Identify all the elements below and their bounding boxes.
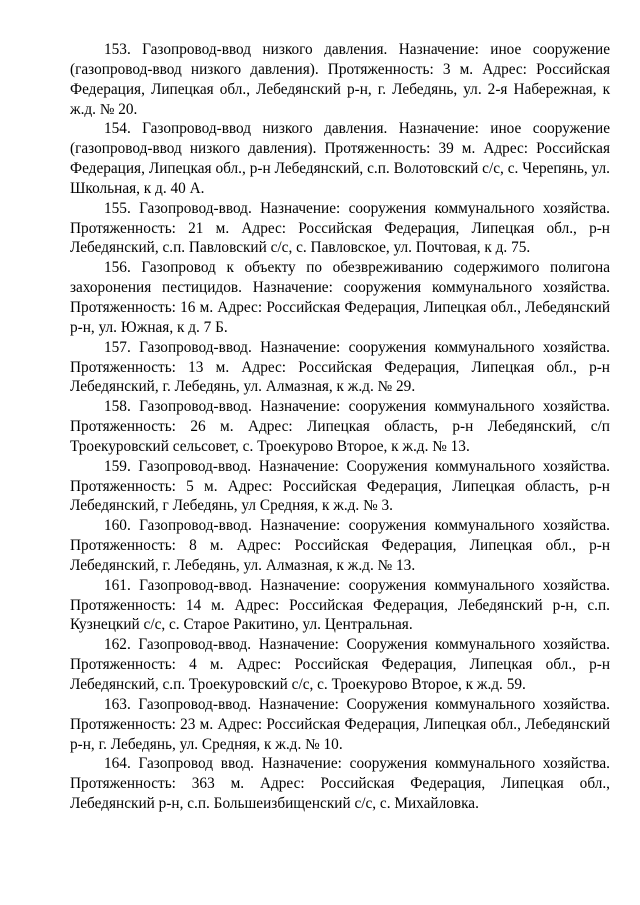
list-item-163: 163. Газопровод-ввод. Назначение: Сооружения коммунального хозяйства. Протяженность: 23 м. Адрес: Российская Федерация, Липецкая обл., Лебедянский р-н, г. Лебедянь, ул. Средняя, к ж.д. № 10. [70,695,610,753]
list-item-156: 156. Газопровод к объекту по обезвреживанию содержимого полигона захоронения пестицидов. Назначение: сооружения коммунального хозяйства. Протяженность: 16 м. Адрес: Российская Федерация, Липецкая обл., Лебедянский р-н, ул. Южная, к д. 7 Б. [70,259,610,336]
list-item-154: 154. Газопровод-ввод низкого давления. Назначение: иное сооружение (газопровод-ввод низкого давления). Протяженность: 39 м. Адрес: Российская Федерация, Липецкая обл., р-н Лебедянский, с.п. Волотовский с/с, с. Черепянь, ул. Школьная, к д. 40 А. [70,120,610,197]
list-item-162: 162. Газопровод-ввод. Назначение: Сооружения коммунального хозяйства. Протяженность: 4 м. Адрес: Российская Федерация, Липецкая обл., р-н Лебедянский, с.п. Троекуровский с/с, с. Троекурово Второе, к ж.д. 59. [70,636,610,693]
list-item-158: 158. Газопровод-ввод. Назначение: сооружения коммунального хозяйства. Протяженность: 26 м. Адрес: Липецкая область, р-н Лебедянский, с/п Троекуровский сельсовет, с. Троекурово Второе, к ж.д. № 13. [70,398,610,455]
list-item-160: 160. Газопровод-ввод. Назначение: сооружения коммунального хозяйства. Протяженность: 8 м. Адрес: Российская Федерация, Липецкая обл., р-н Лебедянский, г. Лебедянь, ул. Алмазная, к ж.д. № 13. [70,517,610,574]
document-page [70,40,610,814]
list-item-153: 153. Газопровод-ввод низкого давления. Назначение: иное сооружение (газопровод-ввод низкого давления). Протяженность: 3 м. Адрес: Российская Федерация, Липецкая обл., Лебедянский р-н, г. Лебедянь, ул. 2-я Набережная, к ж.д. № 20. [70,41,610,118]
list-item-161: 161. Газопровод-ввод. Назначение: сооружения коммунального хозяйства. Протяженность: 14 м. Адрес: Российская Федерация, Лебедянский р-н, с.п. Кузнецкий с/с, с. Старое Ракитино, ул. Центральная. [70,576,610,634]
list-item-164: 164. Газопровод ввод. Назначение: сооружения коммунального хозяйства. Протяженность: 363 м. Адрес: Российская Федерация, Липецкая обл., Лебедянский р-н, с.п. Большеизбищенский с/с, с. Михайловка. [70,755,610,813]
list-item-157: 157. Газопровод-ввод. Назначение: сооружения коммунального хозяйства. Протяженность: 13 м. Адрес: Российская Федерация, Липецкая обл., р-н Лебедянский, г. Лебедянь, ул. Алмазная, к ж.д. № 29. [70,338,610,396]
list-item-155: 155. Газопровод-ввод. Назначение: сооружения коммунального хозяйства. Протяженность: 21 м. Адрес: Российская Федерация, Липецкая обл., р-н Лебедянский, с.п. Павловский с/с, с. Павловское, ул. Почтовая, к д. 75. [70,199,610,257]
list-item-159: 159. Газопровод-ввод. Назначение: Сооружения коммунального хозяйства. Протяженность: 5 м. Адрес: Российская Федерация, Липецкая область, р-н Лебедянский, г Лебедянь, ул Средняя, к ж.д. № 3. [70,457,610,515]
